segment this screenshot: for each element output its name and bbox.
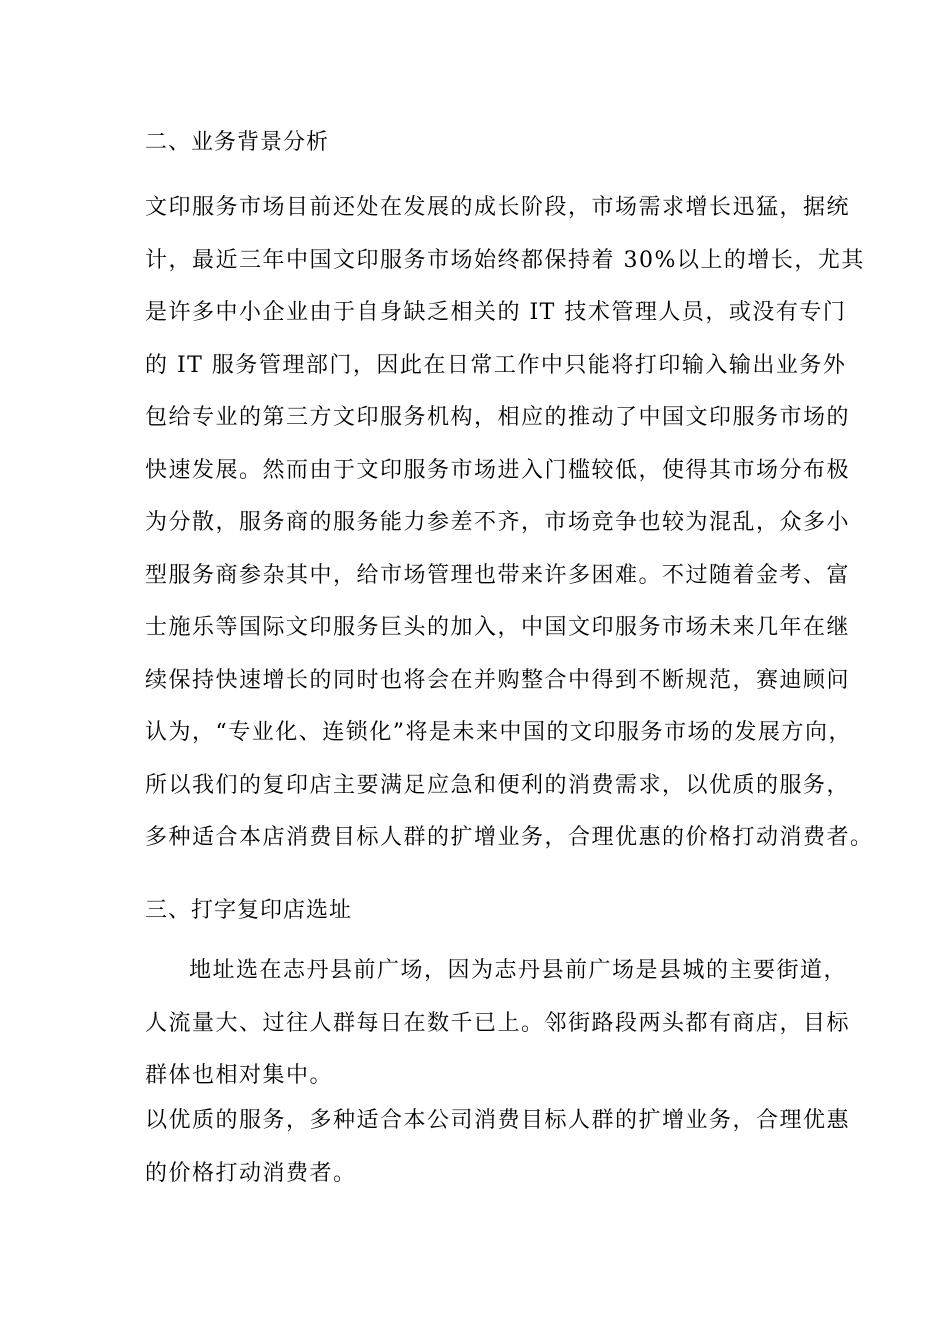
paragraph-line: 型服务商参杂其中，给市场管理也带来许多困难。不过随着金考、富: [145, 562, 851, 588]
paragraph-line: 士施乐等国际文印服务巨头的加入，中国文印服务市场未来几年在继: [145, 615, 851, 640]
paragraph-line: 计，最近三年中国文印服务市场始终都保持着 30%以上的增长，尤其: [145, 247, 865, 273]
paragraph-line: 认为，“专业化、连锁化”将是未来中国的文印服务市场的发展方向，: [145, 720, 852, 745]
paragraph-line: 多种适合本店消费目标人群的扩增业务，合理优惠的价格打动消费者。: [145, 825, 874, 850]
paragraph-line: 为分散，服务商的服务能力参差不齐，市场竞争也较为混乱，众多小: [145, 510, 851, 535]
section-3-heading: 三、打字复印店选址: [145, 898, 353, 923]
paragraph-line: 地址选在志丹县前广场，因为志丹县前广场是县城的主要街道，: [189, 958, 848, 983]
paragraph-line: 人流量大、过往人群每日在数千已上。邻街路段两头都有商店，目标: [145, 1010, 851, 1036]
paragraph-line: 包给专业的第三方文印服务机构，相应的推动了中国文印服务市场的: [145, 405, 851, 430]
paragraph-line: 文印服务市场目前还处在发展的成长阶段，市场需求增长迅猛，据统: [145, 195, 851, 220]
paragraph-line: 以优质的服务，多种适合本公司消费目标人群的扩增业务，合理优惠: [145, 1108, 851, 1133]
paragraph-line: 的价格打动消费者。: [145, 1160, 357, 1186]
paragraph-line: 是许多中小企业由于自身缺乏相关的 IT 技术管理人员，或没有专门: [145, 300, 847, 325]
paragraph-line: 快速发展。然而由于文印服务市场进入门槛较低，使得其市场分布极: [145, 457, 851, 483]
paragraph-line: 群体也相对集中。: [145, 1063, 334, 1088]
paragraph-line: 续保持快速增长的同时也将会在并购整合中得到不断规范，赛迪顾问: [145, 667, 851, 693]
paragraph-line: 所以我们的复印店主要满足应急和便利的消费需求，以优质的服务，: [145, 772, 851, 798]
section-3-paragraph-2: [145, 1106, 851, 1211]
section-3-paragraph-1: [145, 956, 851, 1114]
section-2-paragraph: [145, 193, 874, 876]
section-2-heading: 二、业务背景分析: [145, 130, 330, 155]
paragraph-line: 的 IT 服务管理部门，因此在日常工作中只能将打印输入输出业务外: [145, 352, 847, 378]
